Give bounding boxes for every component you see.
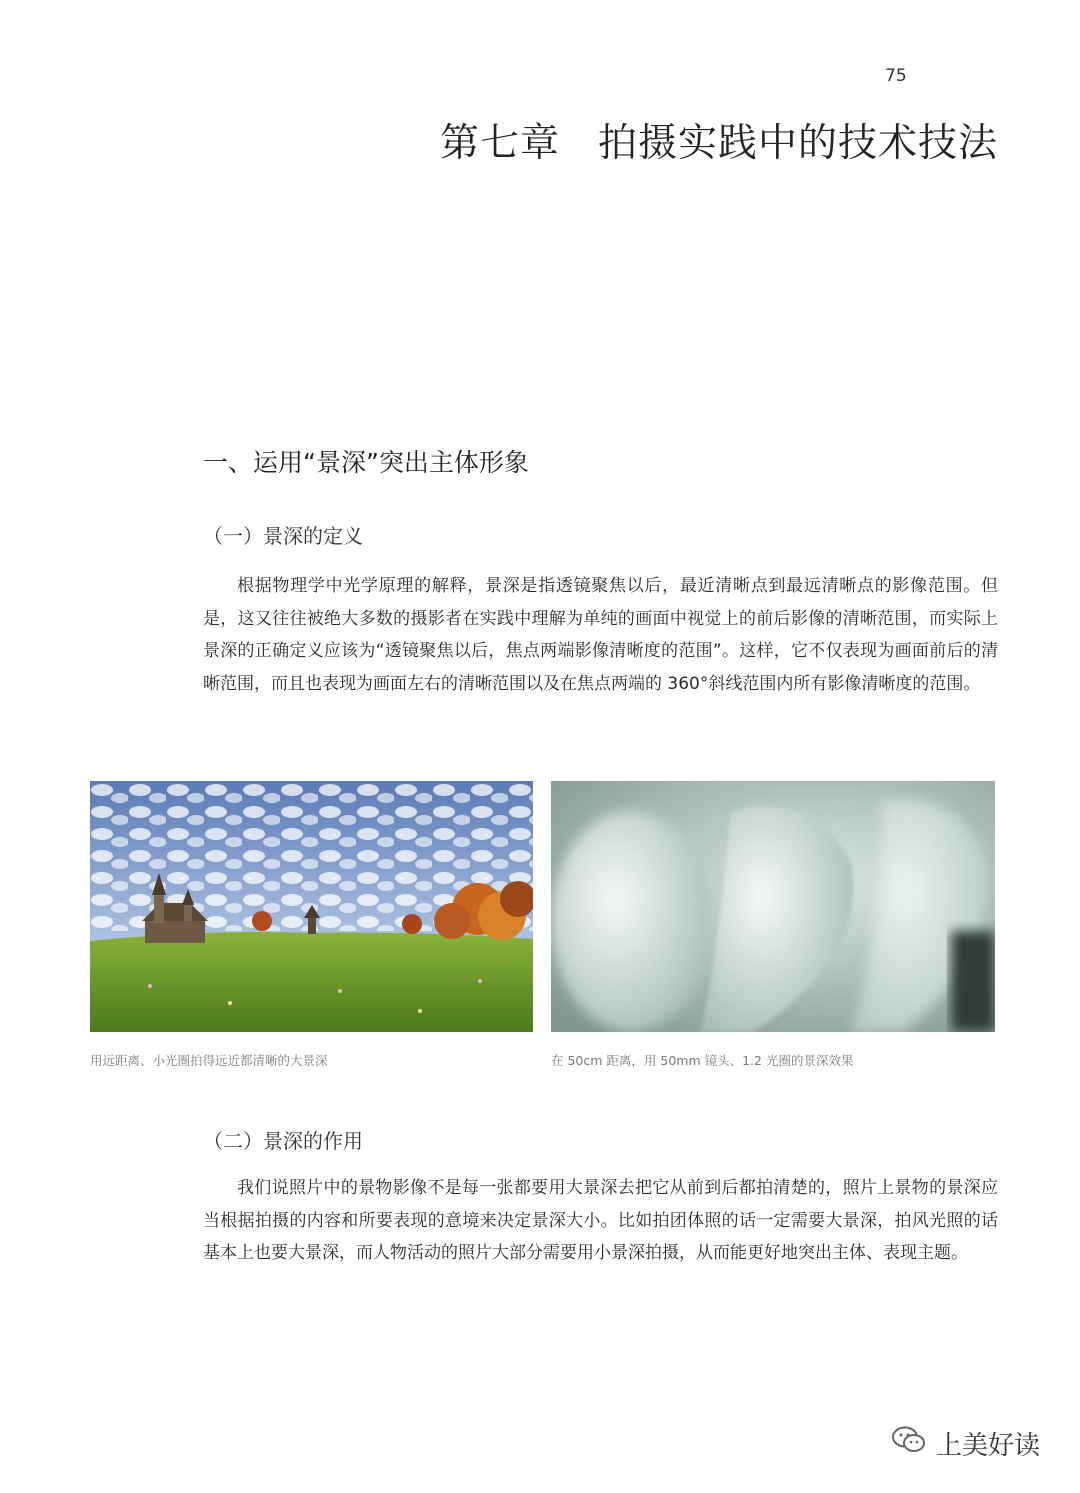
subsection-heading-function: （二）景深的作用 — [203, 1129, 363, 1153]
watermark — [892, 1425, 1040, 1462]
landscape-photo — [90, 781, 533, 1032]
chapter-name: 拍摄实践中的技术技法 — [597, 121, 998, 166]
right-photo-caption: 在 50cm 距离，用 50mm 镜头、1.2 光圈的景深效果 — [551, 1053, 854, 1068]
chapter-number: 第七章 — [439, 121, 560, 166]
paragraph-definition: 根据物理学中光学原理的解释，景深是指透镜聚焦以后，最近清晰点到最远清晰点的影像范围。但是，这又往往被绝大多数的摄影者在实践中理解为单纯的画面中视觉上的前后影像的清晰范围，而实际上景深的正确定义应该为“透镜聚焦以后，焦点两端影像清晰度的范围”。这样，它不仅表现为画面前后的清晰范围，而且也表现为画面左右的清晰范围以及在焦点两端的 360°斜线范围内所有影像清晰度的范围。 — [203, 576, 998, 695]
section-heading: 一、运用“景深”突出主体形象 — [203, 448, 529, 477]
chapter-title — [440, 112, 998, 168]
subsection-heading-definition: （一）景深的定义 — [203, 524, 363, 548]
left-photo-caption: 用远距离、小光圈拍得远近都清晰的大景深 — [90, 1053, 328, 1068]
wechat-icon — [892, 1426, 926, 1461]
statue-photo — [551, 781, 995, 1032]
page-number: 75 — [885, 66, 907, 86]
paragraph-function: 我们说照片中的景物影像不是每一张都要用大景深去把它从前到后都拍清楚的，照片上景物的景深应当根据拍摄的内容和所要表现的意境来决定景深大小。比如拍团体照的话一定需要大景深，拍风光照的话基本上也要大景深，而人物活动的照片大部分需要用小景深拍摄，从而能更好地突出主体、表现主题。 — [203, 1178, 998, 1264]
watermark-text: 上美好读 — [935, 1431, 1040, 1461]
